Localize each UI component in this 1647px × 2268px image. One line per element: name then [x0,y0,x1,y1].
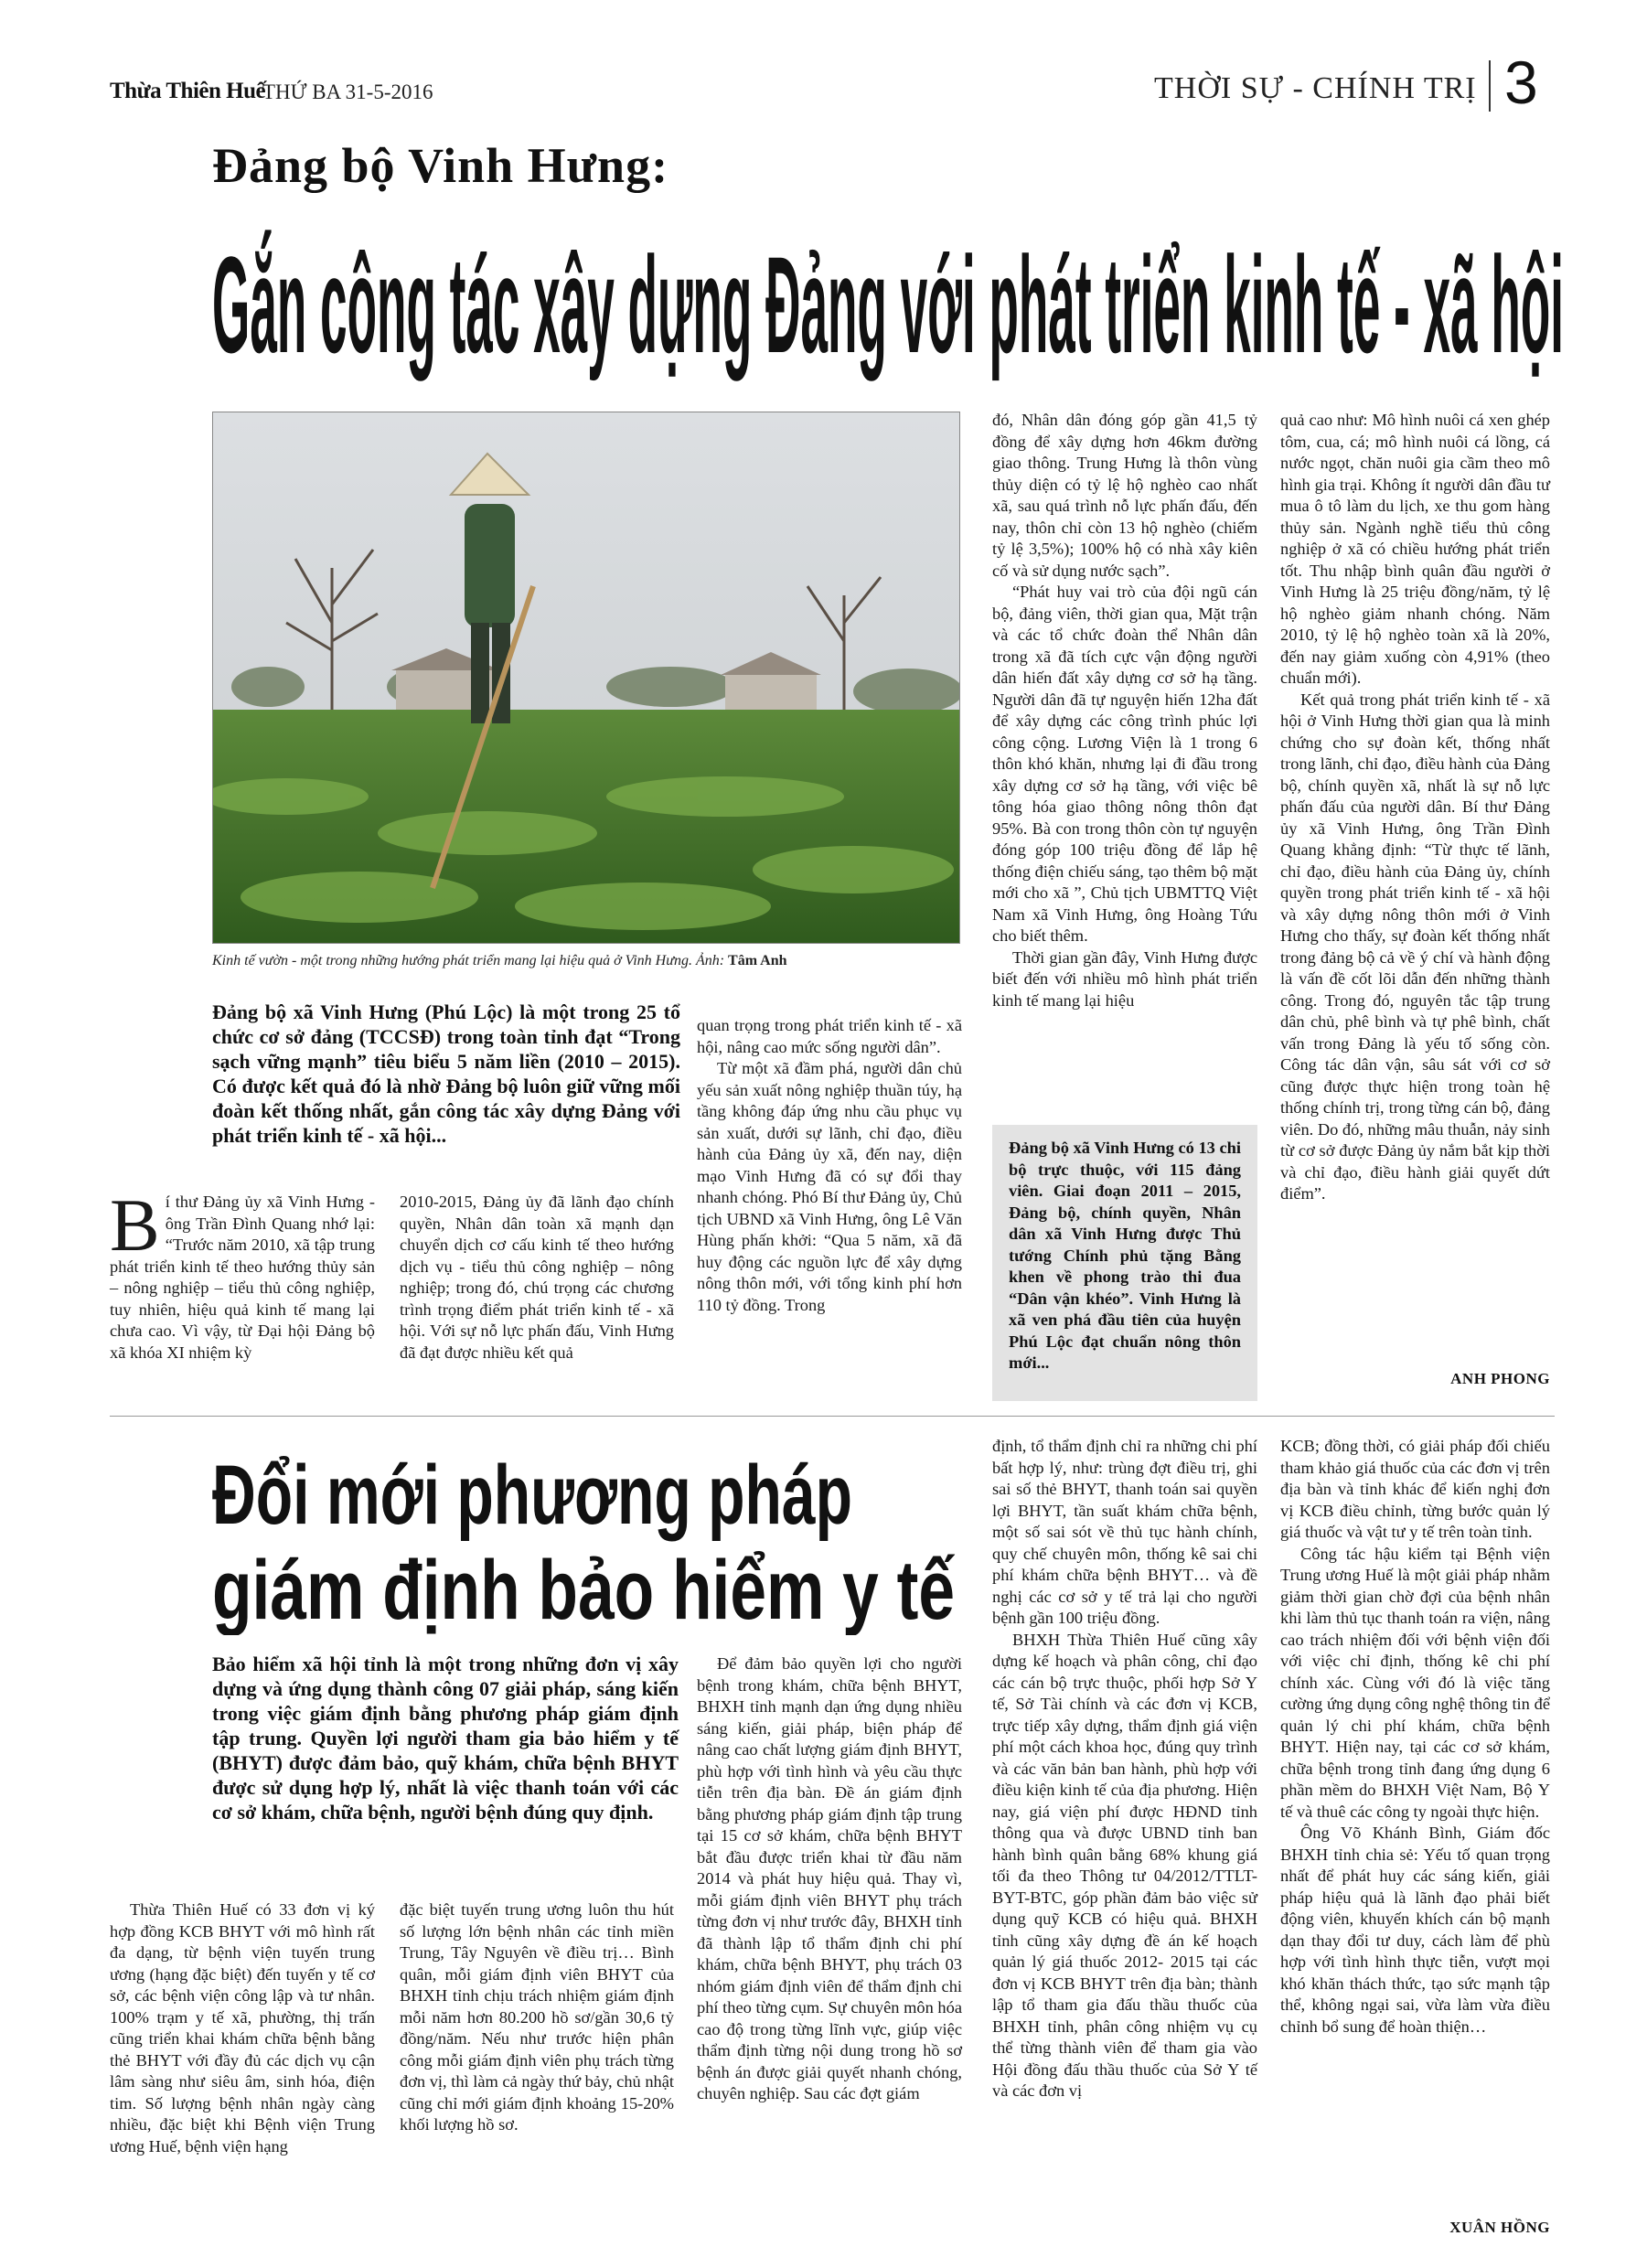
article1-col5 [1280,410,1550,1205]
article1-headline [212,197,1566,398]
page-number: 3 [1504,48,1538,116]
article1-col2-text: 2010-2015, Đảng ủy đã lãnh đạo chính quyền, Nhân dân toàn xã mạnh dạn chuyển dịch cơ cấu kinh tế theo hướng dịch vụ - tiểu thủ công nghiệp – nông nghiệp; trong đó, chú trọng các chương trình trọng điểm phát triển kinh tế - xã hội. Với sự nỗ lực phấn đấu, Vinh Hưng đã đạt được nhiều kết quả [400,1193,674,1362]
article2-col1 [110,1899,375,2157]
article2-byline: XUÂN HỒNG [1449,2219,1550,2236]
article2-col3 [697,1653,962,2105]
article1-col1 [110,1183,375,1364]
article2-headline [212,1443,999,1635]
masthead: Thừa Thiên Huế [110,79,266,103]
caption-text: Kinh tế vườn - một trong những hướng phát triển mang lại hiệu quả ở Vinh Hưng. [212,953,692,968]
article2-col2-text: đặc biệt tuyến trung ương luôn thu hút số lượng lớn bệnh nhân các tỉnh miền Trung, Tây Nguyên về điều trị… Bình quân, mỗi giám định viên BHYT của BHXH tỉnh chịu trách nhiệm giám định mỗi năm hơn 80.200 hồ sơ/gần 30,6 tỷ đồng/năm. Nếu như trước hiện phân công mỗi giám định viên phụ trách từng đơn vị, thì làm cả ngày thứ bảy, chủ nhật cũng chỉ mới giám định khoảng 15-20% khối lượng hồ sơ. [400,1900,674,2134]
article1-col1-text: í thư Đảng ủy xã Vinh Hưng - ông Trần Đình Quang nhớ lại: “Trước năm 2010, xã tập trung phát triển kinh tế theo hướng thủy sản – nông nghiệp – tiểu thủ công nghiệp, tuy nhiên, hiệu quả kinh tế mang lại chưa cao. Vì vậy, từ Đại hội Đảng bộ xã khóa XI nhiệm kỳ [110,1193,375,1362]
factbox: Đảng bộ xã Vinh Hưng có 13 chi bộ trực thuộc, với 115 đảng viên. Giai đoạn 2011 – 2015, Đảng bộ, chính quyền, Nhân dân xã Vinh Hưng được Thủ tướng Chính phủ tặng Bằng khen về phong trào thi đua “Dân vận khéo”. Vinh Hưng là xã ven phá đầu tiên của huyện Phú Lộc đạt chuẩn nông thôn mới... [992,1125,1257,1401]
article2-col5-p3: Ông Võ Khánh Bình, Giám đốc BHXH tỉnh chia sẻ: Yếu tố quan trọng nhất để phát huy các sáng kiến, giải pháp hiệu quả là lãnh đạo phải biết động viên, khuyến khích cán bộ mạnh dạn thay đổi tư duy, cách làm để phù hợp với tình hình thực tiễn, vượt mọi khó khăn thách thức, tạo sức mạnh tập thể, không ngại sai, vừa làm vừa điều chỉnh bổ sung để hoàn thiện… [1280,1824,1550,2036]
article1-col5-p2: Kết quả trong phát triển kinh tế - xã hội ở Vinh Hưng thời gian qua là minh chứng cho sự đoàn kết, thống nhất trong lãnh, chỉ đạo, điều hành của Đảng bộ, chính quyền xã, nhất là sự nỗ lực phấn đấu của người dân. Bí thư Đảng ủy xã Vinh Hưng, ông Trần Đình Quang khẳng định: “Từ thực tế lãnh, chỉ đạo, điều hành của Đảng ủy, chính quyền trong phát triển kinh tế - xã hội và xây dựng nông thôn mới ở Vinh Hưng cho thấy, sự đoàn kết thống nhất trong đảng bộ cả về ý chí và hành động là vấn đề cốt lõi dẫn đến những thành công. Trong đó, nguyên tắc tập trung dân chủ, phê bình và tự phê bình, chất vấn trong Đảng là yếu tố sống còn. Công tác dân vận, sâu sát với cơ sở cũng được thực hiện trong toàn hệ thống chính trị, trong từng cán bộ, đảng viên. Do đó, những mâu thuẫn, nảy sinh từ cơ sở được Đảng ủy nắm bắt kịp thời và chỉ đạo, điều hành giải quyết dứt điểm”. [1280,690,1550,1203]
caption-credit-label: Ảnh: [695,953,725,968]
article1-headline-text: Gắn công tác xây dựng Đảng với phát triển kinh tế - xã hội [212,228,1564,381]
article2-lead: Bảo hiểm xã hội tỉnh là một trong những đơn vị xây dựng và ứng dụng thành công 07 giải pháp, sáng kiến trong việc giám định bằng phương pháp giám định tập trung. Quyền lợi người tham gia bảo hiểm y tế (BHYT) được đảm bảo, quỹ khám, chữa bệnh BHYT được sử dụng hợp lý, nhất là việc thanh toán với các cơ sở khám, chữa bệnh, người bệnh đúng quy định. [212,1653,679,1824]
article2-col3-text: Để đảm bảo quyền lợi cho người bệnh trong khám, chữa bệnh BHYT, BHXH tỉnh mạnh dạn ứng dụng nhiều sáng kiến, giải pháp, biện pháp để nâng cao chất lượng giám định BHYT, phù hợp với tình hình và yêu cầu thực tiễn trên địa bàn. Đề án giám định bằng phương pháp giám định tập trung tại 15 cơ sở khám, chữa bệnh BHYT bắt đầu được triển khai từ đầu năm 2014 và phát huy hiệu quả. Thay vì, mỗi giám định viên BHYT phụ trách từng đơn vị như trước đây, BHXH tỉnh đã thành lập tổ thẩm định chi phí khám, chữa bệnh BHYT, phụ trách 03 nhóm giám định viên để thẩm định chi phí theo từng cụm. Sự chuyên môn hóa cao độ trong từng lĩnh vực, giúp việc thẩm định từng nội dung trong hồ sơ bệnh án được giải quyết nhanh chóng, chuyên nghiệp. Sau các đợt giám [697,1654,962,2102]
article1-col3 [697,1015,962,1316]
article2-headline-line1: Đổi mới phương pháp [212,1449,852,1542]
dropcap: B [110,1183,160,1267]
article1-col4 [992,410,1257,1011]
article-divider [110,1416,1555,1417]
article1-col4-p1: đó, Nhân dân đóng góp gần 41,5 tỷ đồng để xây dựng hơn 46km đường giao thông. Trung Hưng là thôn vùng thủy diện có tỷ lệ hộ nghèo cao nhất xã, sau quá trình nỗ lực phấn đấu, đến nay, thôn chỉ còn 13 hộ nghèo (chiếm tỷ lệ 3,5%); 100% hộ có nhà xây kiên cố và sử dụng nước sạch”. [992,411,1257,580]
caption-credit: Tâm Anh [728,953,787,968]
section-name: THỜI SỰ - CHÍNH TRỊ [1154,71,1477,105]
garden-photo [212,412,960,944]
article2-col4 [992,1436,1257,2102]
article1-col4-p3: Thời gian gần đây, Vinh Hưng được biết đến với nhiều mô hình phát triển kinh tế mang lại hiệu [992,947,1257,1010]
article1-col2 [400,1192,674,1364]
article2-col1-text: Thừa Thiên Huế có 33 đơn vị ký hợp đồng KCB BHYT với mô hình rất đa dạng, từ bệnh viện tuyến trung ương (hạng đặc biệt) đến tuyến y tế cơ sở, các bệnh viện công lập và tư nhân. 100% trạm y tế xã, phường, thị trấn cũng triển khai khám chữa bệnh bằng thẻ BHYT với đầy đủ các dịch vụ cận lâm sàng như siêu âm, sinh hóa, điện tim. Số lượng bệnh nhân ngày càng nhiều, đặc biệt khi Bệnh viện Trung ương Huế, bệnh viện hạng [110,1900,375,2156]
photo-caption [212,953,971,969]
article2-col2 [400,1899,674,2136]
article2-col4-p2: BHXH Thừa Thiên Huế cũng xây dựng kế hoạch và phân công, chỉ đạo các cán bộ trực thuộc, phối hợp Sở Y tế, Sở Tài chính và các đơn vị KCB, trực tiếp xây dựng, thẩm định giá viện phí một cách khoa học, đúng quy trình và các văn bản ban hành, phù hợp với điều kiện kinh tế của địa phương. Hiện nay, giá viện phí được HĐND tỉnh thông qua và được UBND tỉnh ban hành bình quân bằng 68% khung giá tối đa theo Thông tư 04/2012/TTLT-BYT-BTC, góp phần đảm bảo việc sử dụng quỹ KCB có hiệu quả. BHXH tỉnh cũng xây dựng đề án kế hoạch quản lý giá thuốc 2012- 2015 tại các đơn vị KCB BHYT trên địa bàn; thành lập tổ tham gia đấu thầu thuốc của BHXH tỉnh, phân công nhiệm vụ cụ thể từng thành viên để tham gia vào Hội đồng đấu thầu thuốc của Sở Y tế và các đơn vị [992,1630,1257,2100]
article2-col4-p1: định, tổ thẩm định chỉ ra những chi phí bất hợp lý, như: trùng đợt điều trị, ghi sai số thẻ BHYT, thanh toán sai quyền lợi BHYT, tần suất khám chữa bệnh, một số sai sót về thủ tục hành chính, quy chế chuyên môn, thống kê sai chi phí khám chữa bệnh BHYT… và đề nghị các cơ sở y tế trả lại cho người bệnh gần 100 triệu đồng. [992,1437,1257,1627]
header-divider [1489,60,1491,112]
article2-headline-line2: giám định bảo hiểm y tế [212,1544,956,1635]
article2-col5-p2: Công tác hậu kiểm tại Bệnh viện Trung ương Huế là một giải pháp nhằm giảm thời gian chờ đợi của bệnh nhân khi làm thủ tục thanh toán ra viện, nâng cao trách nhiệm đối với bệnh viện đối với việc chỉ định, thống kê chi phí chính xác. Cùng với đó là việc tăng cường ứng dụng công nghệ thông tin để quản lý chi phí khám, chữa bệnh BHYT. Hiện nay, tại các cơ sở khám, chữa bệnh trong tỉnh đang ứng dụng 6 phần mềm do BHXH Việt Nam, Bộ Y tế và thuê các công ty ngoài thực hiện. [1280,1544,1550,1821]
issue-date: THỨ BA 31-5-2016 [262,80,433,103]
article1-lead: Đảng bộ xã Vinh Hưng (Phú Lộc) là một trong 25 tổ chức cơ sở đảng (TCCSĐ) trong toàn tỉnh đạt “Trong sạch vững mạnh” tiêu biểu 5 năm liền (2010 – 2015). Có được kết quả đó là nhờ Đảng bộ luôn giữ vững mối đoàn kết thống nhất, gắn công tác xây dựng Đảng với phát triển kinh tế - xã hội... [212,1000,680,1147]
article1-kicker: Đảng bộ Vinh Hưng: [212,138,669,193]
article1-col5-p1: quả cao như: Mô hình nuôi cá xen ghép tôm, cua, cá; mô hình nuôi cá lồng, cá nước ngọt, chăn nuôi gia cầm theo mô hình gia trại. Không ít người dân đầu tư mua ô tô làm du lịch, xe thu gom hàng thủy sản. Ngành nghề tiểu thủ công nghiệp ở xã có chiều hướng phát triển tốt. Thu nhập bình quân đầu người ở Vinh Hưng là 25 triệu đồng/năm, tỷ lệ hộ nghèo giảm nhanh chóng. Năm 2010, tỷ lệ hộ nghèo toàn xã là 20%, đến nay giảm xuống còn 4,91% (theo chuẩn mới). [1280,411,1550,687]
article2-col5 [1280,1436,1550,2038]
article1-col3-p1: quan trọng trong phát triển kinh tế - xã hội, nâng cao mức sống người dân”. [697,1016,962,1056]
article1-col4-p2: “Phát huy vai trò của đội ngũ cán bộ, đảng viên, thời gian qua, Mặt trận và các tổ chức đoàn thể Nhân dân trong xã đã tích cực vận động người dân hiến đất xây dựng cơ sở hạ tầng. Người dân đã tự nguyện hiến 12ha đất để xây dựng các công trình phúc lợi công cộng. Lương Viện là 1 trong 6 thôn khó khăn, nhưng lại đi đầu trong xây dựng cơ sở hạ tầng, với việc bê tông hóa giao thông nông thôn đạt 95%. Bà con trong thôn còn tự nguyện đóng góp 100 triệu đồng để lắp hệ thống điện chiếu sáng, tạo thêm bộ mặt mới cho xã ”, Chủ tịch UBMTTQ Việt Nam xã Vinh Hưng, ông Hoàng Tứu cho biết thêm. [992,583,1257,945]
article1-byline: ANH PHONG [1450,1370,1550,1387]
article2-col5-p1: KCB; đồng thời, có giải pháp đối chiếu tham khảo giá thuốc của các đơn vị trên địa bàn và tỉnh khác để kiến nghị đơn vị KCB điều chỉnh, từng bước quản lý giá thuốc và vật tư y tế trên toàn tỉnh. [1280,1437,1550,1541]
article1-col3-p2: Từ một xã đầm phá, người dân chủ yếu sản xuất nông nghiệp thuần túy, hạ tầng không đáp ứng nhu cầu phục vụ sản xuất, dưới sự lãnh, chỉ đạo, điều hành của Đảng ủy xã, đến nay, diện mạo Vinh Hưng đã có sự đổi thay nhanh chóng. Phó Bí thư Đảng ủy, Chủ tịch UBND xã Vinh Hưng, ông Lê Văn Hùng phấn khởi: “Qua 5 năm, xã đã huy động các nguồn lực để xây dựng nông thôn mới, với tổng kinh phí hơn 110 tỷ đồng. Trong [697,1059,962,1314]
